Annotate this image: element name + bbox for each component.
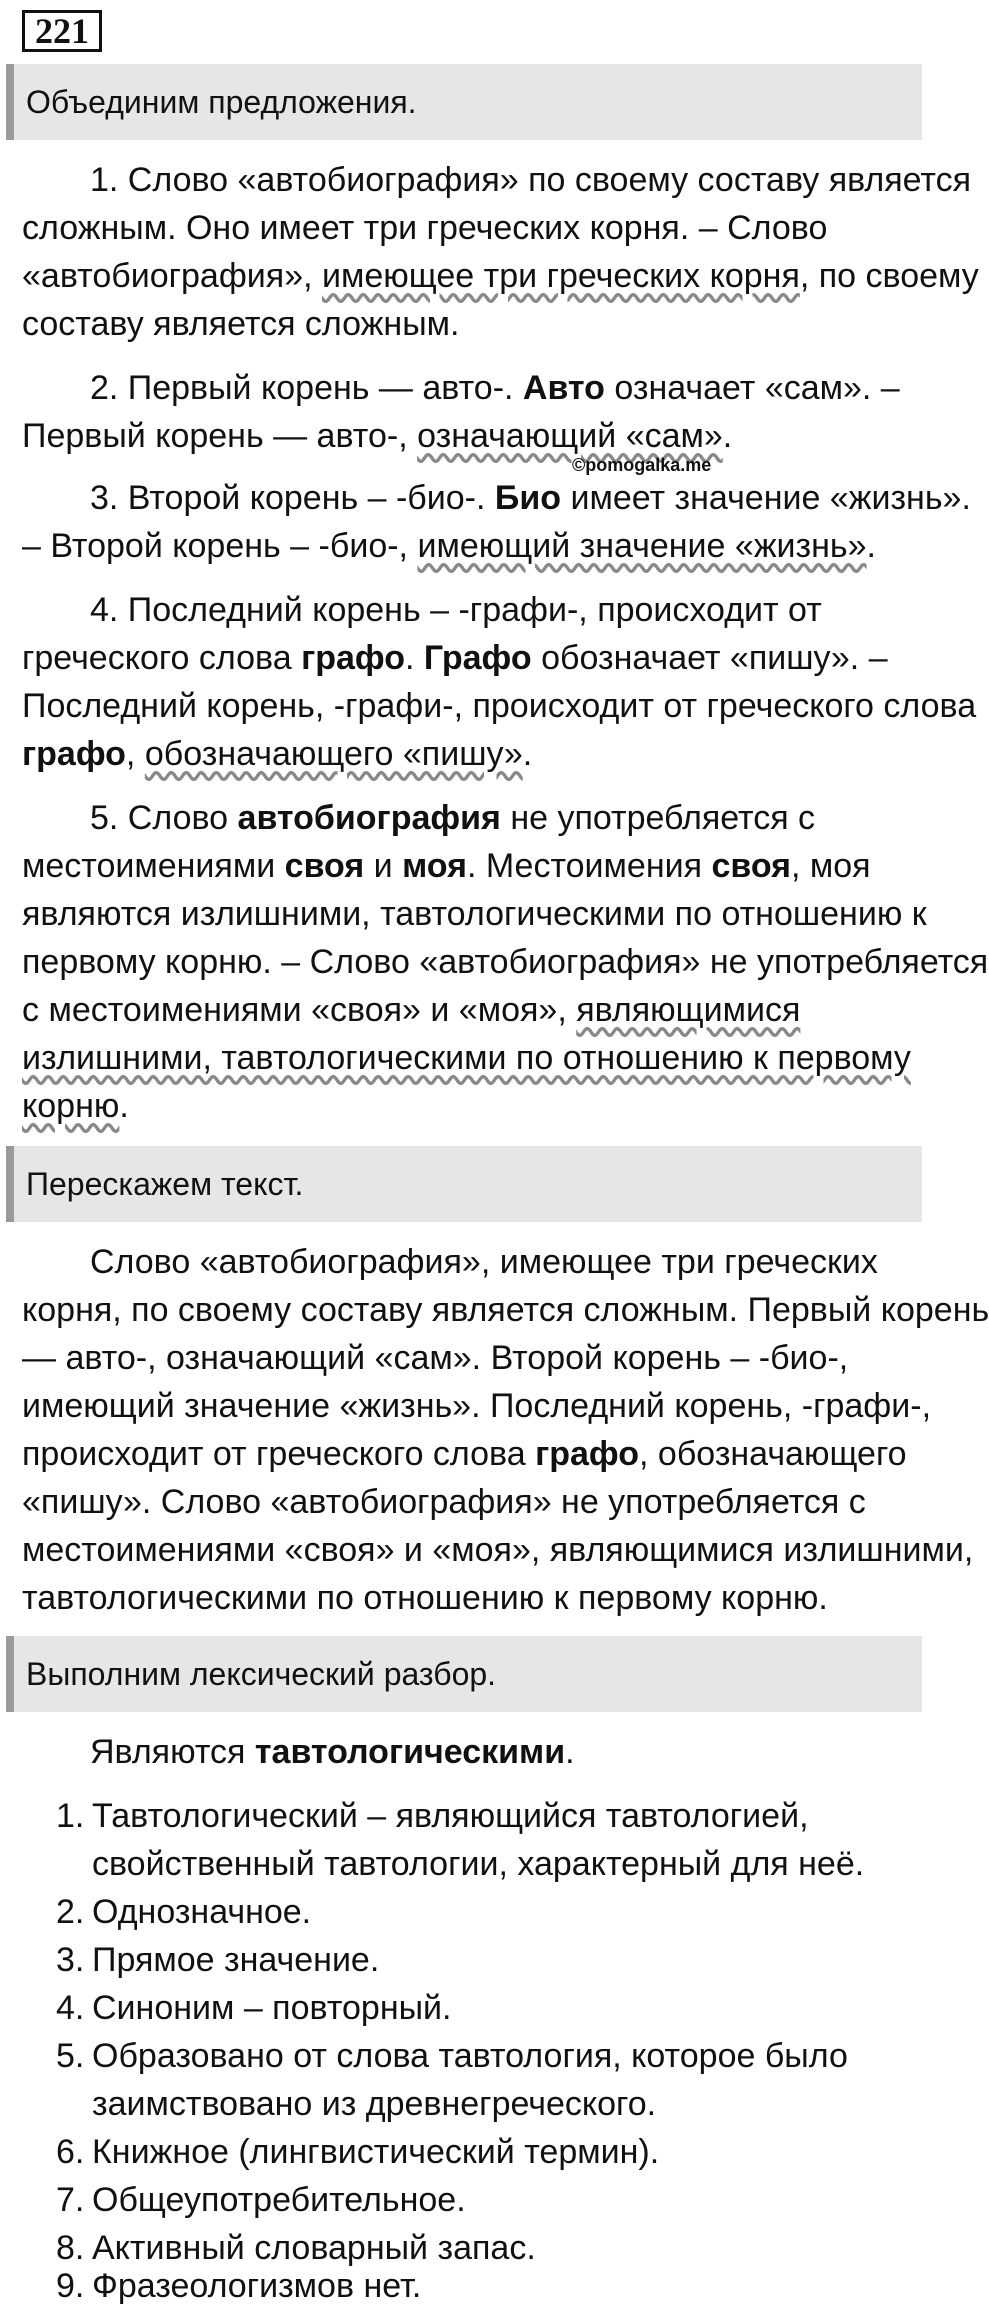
text-run: ,	[125, 735, 145, 773]
text-line: «пишу». Слово «автобиография» не употребляется с	[22, 1483, 866, 1521]
text-line	[90, 794, 815, 842]
bold-word: моя	[402, 847, 467, 885]
bold-word: своя	[284, 847, 365, 885]
list-number: 2.	[56, 1893, 85, 1931]
text-line	[22, 412, 732, 460]
text-line: Слово «автобиография», имеющее три греческих	[90, 1243, 878, 1281]
text-run: .	[119, 1087, 129, 1125]
text-run: происходит от греческого слова	[22, 1435, 536, 1473]
bold-word: Графо	[423, 639, 532, 677]
list-item: Прямое значение.	[92, 1941, 380, 1979]
underlined-phrase: обозначающего «пишу»	[144, 735, 523, 773]
text-line: корня, по своему составу является сложным. Первый корень	[22, 1291, 989, 1329]
bold-word: графо	[301, 639, 405, 677]
text-run: Первый корень — авто-,	[22, 417, 418, 455]
text-line: Последний корень, -графи-, происходит от греческого слова	[22, 687, 977, 725]
text-line	[22, 522, 876, 570]
text-run: , моя	[791, 847, 871, 885]
text-run: 5. Слово	[90, 799, 238, 837]
list-item: Активный словарный запас.	[92, 2229, 536, 2267]
text-run: Являются	[90, 1733, 255, 1771]
exercise-number: 221	[22, 10, 102, 52]
section-title: Объединим предложения.	[26, 84, 417, 120]
bold-word: автобиография	[237, 799, 501, 837]
underlined-phrase: означающий «сам»	[417, 417, 723, 455]
underlined-phrase: являющимися	[576, 991, 801, 1029]
list-number: 8.	[56, 2229, 85, 2267]
list-item: Однозначное.	[92, 1893, 312, 1931]
text-run: греческого слова	[22, 639, 302, 677]
text-line	[22, 1082, 129, 1130]
text-run: не употребляется с	[500, 799, 816, 837]
list-item: Книжное (лингвистический термин).	[92, 2133, 660, 2171]
list-item: Фразеологизмов нет.	[92, 2267, 422, 2305]
underlined-phrase: имеющий значение «жизнь»	[417, 527, 867, 565]
text-run: .	[404, 639, 424, 677]
bold-word: Био	[494, 479, 562, 517]
bold-word: Авто	[522, 369, 605, 407]
text-run: с местоимениями «своя» и «моя»,	[22, 991, 577, 1029]
list-item: Тавтологический – являющийся тавтологией,	[92, 1797, 809, 1835]
section-title: Перескажем текст.	[26, 1166, 304, 1202]
text-run: 2. Первый корень — авто-.	[90, 369, 523, 407]
list-number: 7.	[56, 2181, 85, 2219]
list-number: 4.	[56, 1989, 85, 2027]
list-number: 3.	[56, 1941, 85, 1979]
text-line: 1. Слово «автобиография» по своему составу является	[90, 161, 972, 199]
text-line: составу является сложным.	[22, 305, 460, 343]
text-line	[22, 1034, 911, 1082]
text-run: .	[522, 735, 533, 773]
text-run: «автобиография»,	[22, 257, 323, 295]
underlined-phrase: корню	[22, 1087, 120, 1125]
section-header-combine	[6, 64, 922, 140]
text-line	[90, 364, 900, 412]
text-run: и	[364, 847, 403, 885]
text-line: имеющий значение «жизнь». Последний корень, -графи-,	[22, 1387, 932, 1425]
text-line: тавтологическими по отношению к первому корню.	[22, 1579, 828, 1617]
bold-word: своя	[711, 847, 791, 885]
section-header-retell	[6, 1146, 922, 1222]
list-number: 6.	[56, 2133, 85, 2171]
text-run: . Местоимения	[466, 847, 712, 885]
underlined-phrase: излишними, тавтологическими по отношению к первому	[22, 1039, 911, 1077]
text-line	[90, 474, 971, 522]
list-item: свойственный тавтологии, характерный для неё.	[92, 1845, 865, 1883]
section-title: Выполним лексический разбор.	[26, 1656, 497, 1692]
list-item: Образовано от слова тавтология, которое было	[92, 2037, 848, 2075]
bold-word: графо	[535, 1435, 640, 1473]
text-run: имеет значение «жизнь».	[561, 479, 971, 517]
text-line: 4. Последний корень – -графи-, происходит от	[90, 591, 822, 629]
text-line	[22, 252, 979, 300]
text-line	[22, 730, 532, 778]
section-header-lexical	[6, 1636, 922, 1712]
text-line	[90, 1728, 575, 1776]
text-run: , по своему	[799, 257, 979, 295]
list-item: Синоним – повторный.	[92, 1989, 452, 2027]
text-line: первому корню. – Слово «автобиография» не употребляется	[22, 943, 989, 981]
bold-word: графо	[22, 735, 126, 773]
text-run: обозначает «пишу». –	[531, 639, 888, 677]
watermark: ©pomogalka.me	[572, 455, 712, 475]
text-line	[22, 842, 871, 890]
text-line: местоимениями «своя» и «моя», являющимися излишними,	[22, 1531, 974, 1569]
text-run: .	[866, 527, 876, 565]
list-number: 1.	[56, 1797, 85, 1835]
text-run: означает «сам». –	[604, 369, 900, 407]
text-run: , обозначающего	[639, 1435, 907, 1473]
list-item: заимствовано из древнегреческого.	[92, 2085, 657, 2123]
list-number: 5.	[56, 2037, 85, 2075]
text-run: 3. Второй корень – -био-.	[90, 479, 495, 517]
text-run: .	[722, 417, 733, 455]
text-line: являются излишними, тавтологическими по отношению к	[22, 895, 927, 933]
text-line	[22, 634, 888, 682]
bold-word: тавтологическими	[254, 1733, 566, 1771]
underlined-phrase: имеющее три греческих корня	[322, 257, 800, 295]
list-number: 9.	[56, 2267, 85, 2305]
text-line	[22, 1430, 907, 1478]
text-run: .	[565, 1733, 575, 1771]
text-run: местоимениями	[22, 847, 285, 885]
text-line	[22, 986, 800, 1034]
text-run: – Второй корень – -био-,	[22, 527, 418, 565]
text-line: — авто-, означающий «сам». Второй корень – -био-,	[22, 1339, 849, 1377]
text-line: сложным. Оно имеет три греческих корня. – Слово	[22, 209, 828, 247]
list-item: Общеупотребительное.	[92, 2181, 466, 2219]
